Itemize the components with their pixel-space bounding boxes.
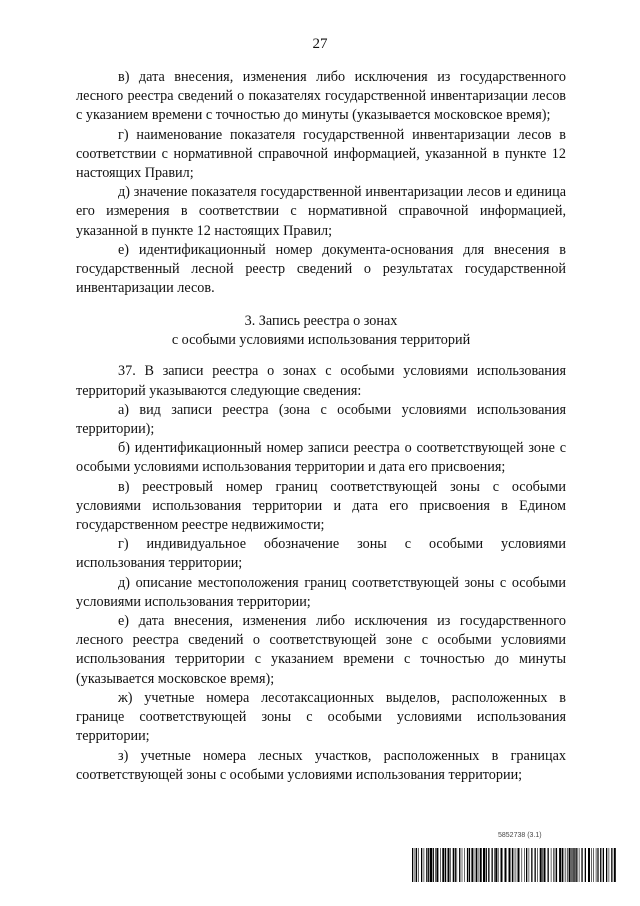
paragraph-37-zh: ж) учетные номера лесотаксационных выделов, расположенных в границе соответствующей зоны с особыми условиями использования территории; — [76, 689, 566, 745]
section-heading-line-2: с особыми условиями использования территорий — [171, 332, 471, 349]
paragraph-37: 37. В записи реестра о зонах с особыми условиями использования территорий указываются следующие сведения: — [76, 363, 566, 399]
page-number: 27 — [312, 36, 328, 52]
paragraph-e: е) идентификационный номер документа-основания для внесения в государственный лесной реестр сведений о результатах государственной инвентаризации лесов. — [76, 241, 566, 297]
paragraph-37-a: а) вид записи реестра (зона с особыми условиями использования территории); — [76, 401, 566, 438]
document-barcode — [412, 832, 616, 882]
paragraph-v: в) дата внесения, изменения либо исключения из государственного лесного реестра сведений о показателях государственной инвентаризации лесов с указанием времени с точностью до минуты (указывается московское время); — [76, 69, 566, 124]
paragraph-d: д) значение показателя государственной инвентаризации лесов и единица его измерения в соответствии с нормативной справочной информацией, указанной в пункте 12 настоящих Правил; — [76, 184, 566, 239]
barcode-code: 5852738 (3.1) — [498, 832, 542, 839]
section-heading — [76, 312, 566, 350]
paragraph-37-z: з) учетные номера лесных участков, расположенных в границах соответствующей зоны с особыми условиями использования территории; — [76, 747, 566, 783]
paragraph-37-v: в) реестровый номер границ соответствующей зоны с особыми условиями использования территории и дата его присвоения в Едином государственном реестре недвижимости; — [76, 478, 566, 534]
paragraph-37-d: д) описание местоположения границ соответствующей зоны с особыми условиями использования территории; — [76, 574, 566, 610]
barcode-icon — [412, 848, 616, 882]
paragraph-g: г) наименование показателя государственной инвентаризации лесов в соответствии с нормативной справочной информацией, указанной в пункте 12 настоящих Правил; — [76, 126, 566, 182]
document-body — [76, 68, 566, 785]
paragraph-37-g: г) индивидуальное обозначение зоны с особыми условиями использования территории; — [76, 536, 566, 572]
paragraph-37-b: б) идентификационный номер записи реестра о соответствующей зоне с особыми условиями использования территории и дата его присвоения; — [76, 440, 566, 476]
section-heading-line-1: 3. Запись реестра о зонах — [244, 313, 398, 330]
paragraph-37-e: е) дата внесения, изменения либо исключения из государственного лесного реестра сведений о соответствующей зоне с особыми условиями использования территории с указанием времени с точностью до минуты (указывается московское время); — [76, 613, 566, 687]
